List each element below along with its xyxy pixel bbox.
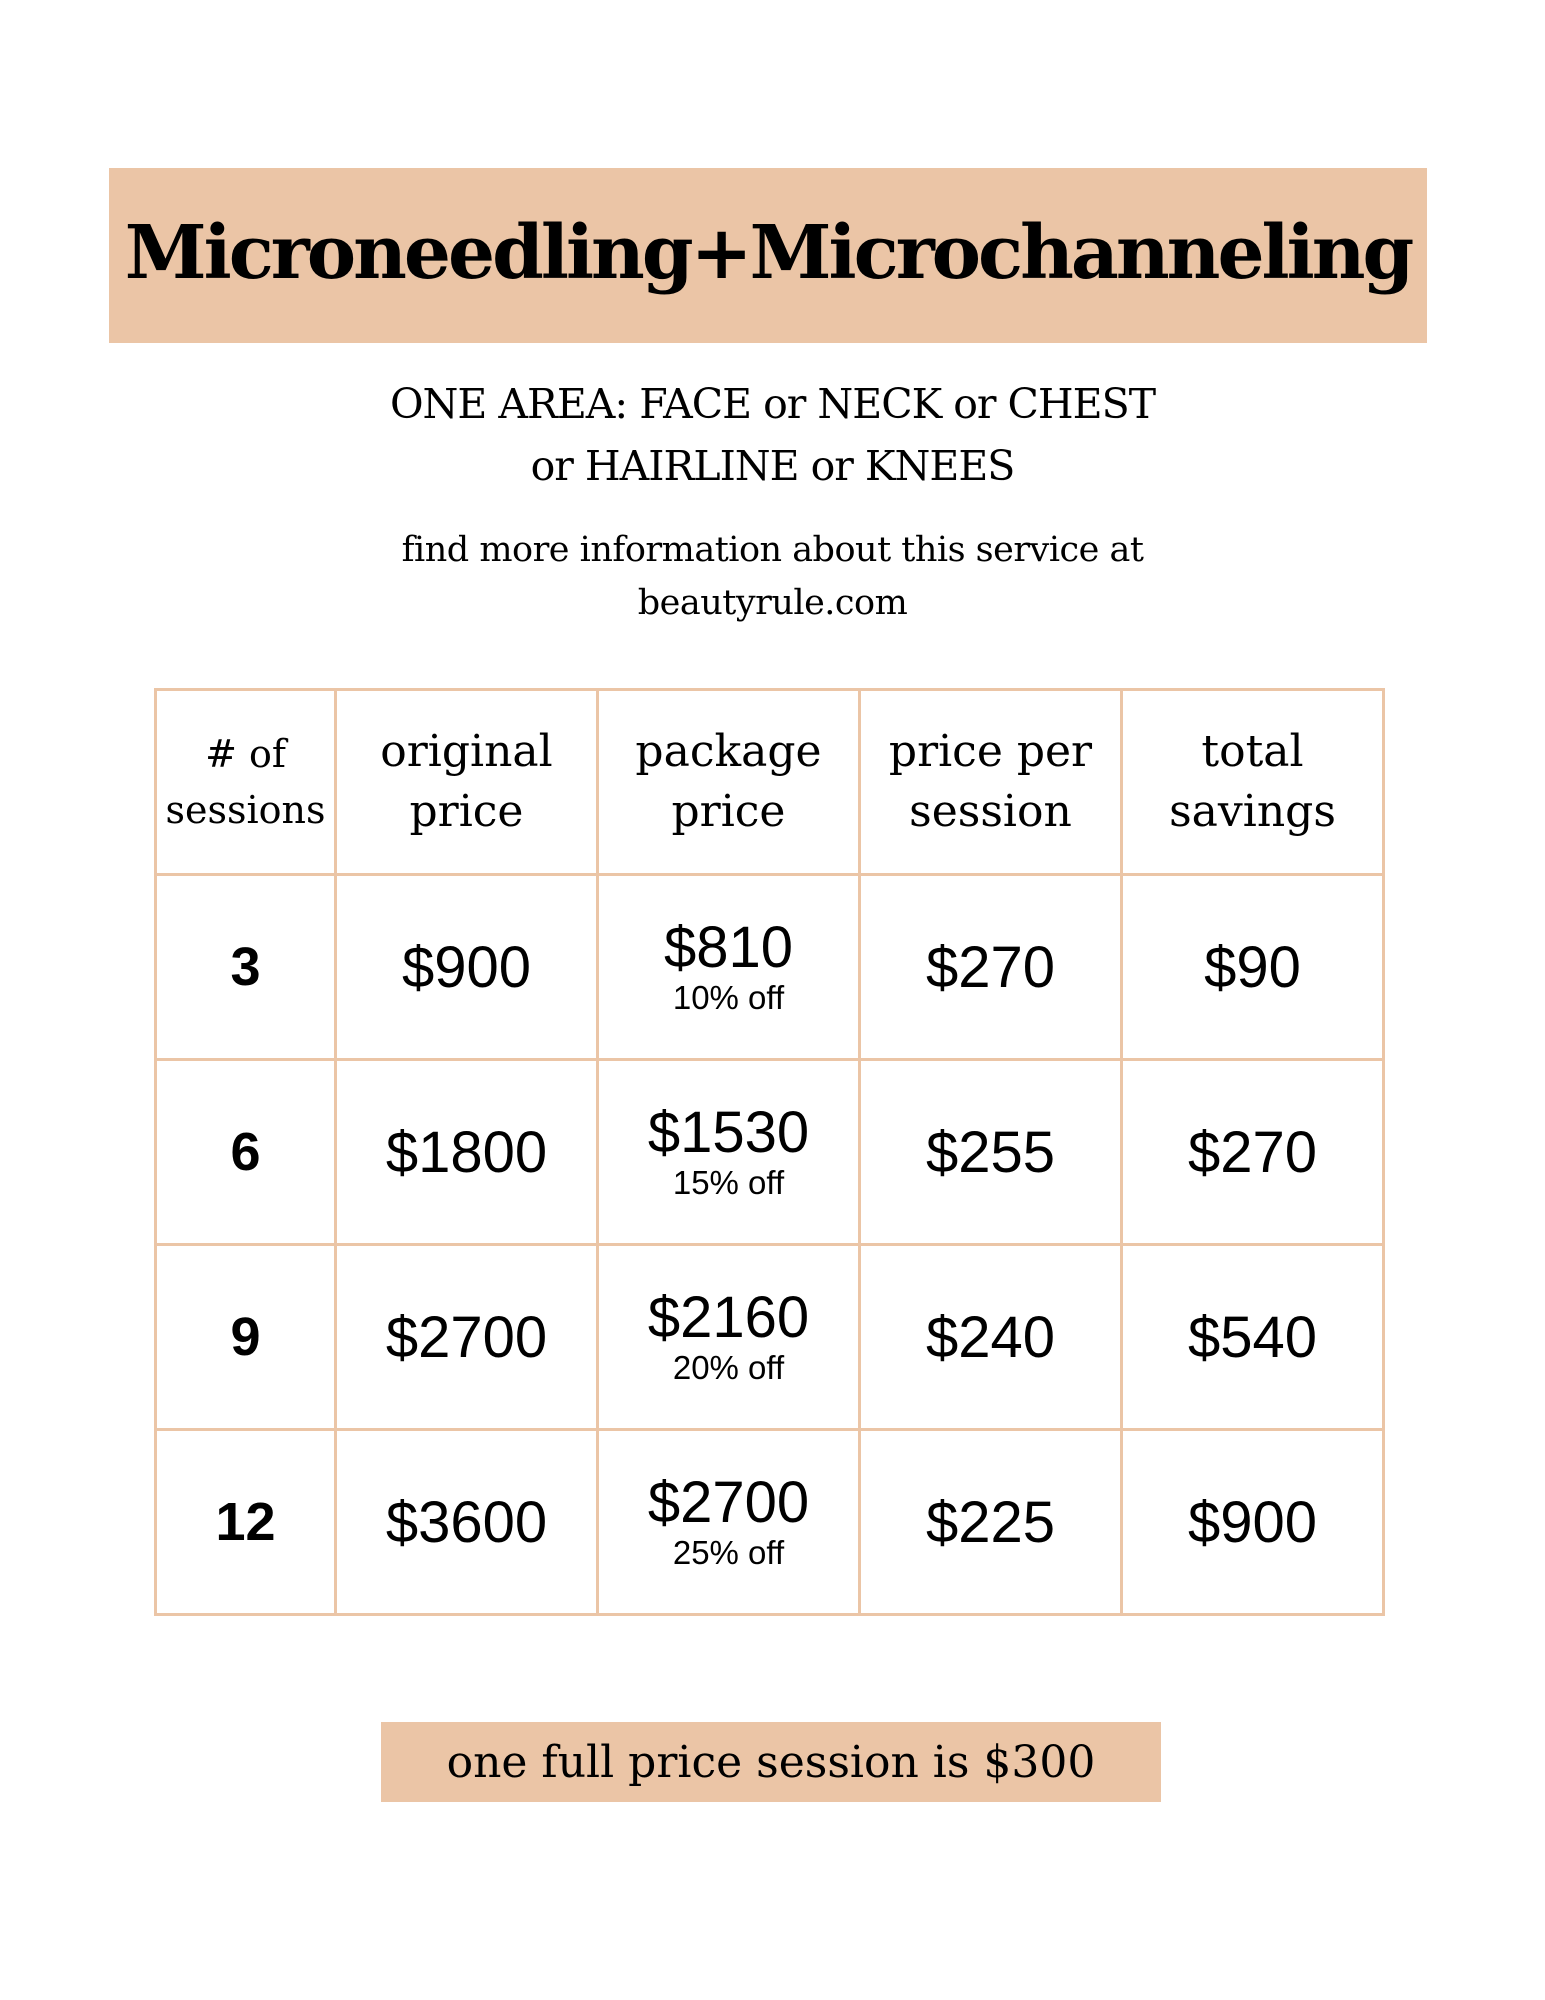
total-savings-cell: $540 bbox=[1122, 1245, 1384, 1430]
price-per-session-cell: $270 bbox=[860, 875, 1122, 1060]
area-line-1: ONE AREA: FACE or NECK or CHEST bbox=[389, 380, 1156, 428]
title-banner bbox=[109, 168, 1427, 343]
package-price-cell bbox=[598, 1245, 860, 1430]
package-price-value: $2160 bbox=[647, 1285, 810, 1350]
total-savings-cell: $270 bbox=[1122, 1060, 1384, 1245]
header-sessions-line1: # of bbox=[205, 732, 286, 776]
header-original-line1: original bbox=[380, 726, 553, 777]
sessions-cell: 9 bbox=[156, 1245, 336, 1430]
package-price-cell bbox=[598, 1060, 860, 1245]
header-original-price bbox=[336, 690, 598, 875]
discount-label: 25% off bbox=[672, 1534, 785, 1571]
table-header-row bbox=[156, 690, 1384, 875]
discount-label: 10% off bbox=[672, 979, 785, 1016]
table-row bbox=[156, 1430, 1384, 1615]
sessions-cell: 6 bbox=[156, 1060, 336, 1245]
price-per-session-cell: $240 bbox=[860, 1245, 1122, 1430]
package-price-cell bbox=[598, 1430, 860, 1615]
total-savings-cell: $900 bbox=[1122, 1430, 1384, 1615]
info-line: find more information about this service at bbox=[401, 530, 1144, 570]
package-price-cell bbox=[598, 875, 860, 1060]
discount-label: 20% off bbox=[672, 1349, 785, 1386]
sessions-cell: 12 bbox=[156, 1430, 336, 1615]
header-per-session-line2: session bbox=[909, 786, 1072, 837]
sessions-cell: 3 bbox=[156, 875, 336, 1060]
original-price-cell: $900 bbox=[336, 875, 598, 1060]
page-title: Microneedling+Microchanneling bbox=[124, 209, 1412, 296]
price-per-session-cell: $255 bbox=[860, 1060, 1122, 1245]
table-row bbox=[156, 1245, 1384, 1430]
header-savings-line1: total bbox=[1201, 726, 1304, 777]
header-package-line1: package bbox=[635, 726, 822, 777]
price-table bbox=[154, 688, 1385, 1616]
price-per-session-cell: $225 bbox=[860, 1430, 1122, 1615]
footer-note: one full price session is $300 bbox=[446, 1736, 1096, 1788]
header-per-session-line1: price per bbox=[888, 726, 1093, 777]
footer-banner bbox=[381, 1722, 1161, 1802]
header-package-line2: price bbox=[671, 786, 786, 837]
total-savings-cell: $90 bbox=[1122, 875, 1384, 1060]
discount-label: 15% off bbox=[672, 1164, 785, 1201]
header-total-savings bbox=[1122, 690, 1384, 875]
header-sessions bbox=[156, 690, 336, 875]
package-price-value: $2700 bbox=[647, 1470, 810, 1535]
header-package-price bbox=[598, 690, 860, 875]
original-price-cell: $3600 bbox=[336, 1430, 598, 1615]
table-row bbox=[156, 875, 1384, 1060]
header-savings-line2: savings bbox=[1169, 786, 1336, 837]
header-original-line2: price bbox=[409, 786, 524, 837]
website-text: beautyrule.com bbox=[637, 583, 908, 623]
original-price-cell: $2700 bbox=[336, 1245, 598, 1430]
package-price-value: $810 bbox=[663, 915, 794, 980]
table-row bbox=[156, 1060, 1384, 1245]
package-price-value: $1530 bbox=[647, 1100, 810, 1165]
header-price-per-session bbox=[860, 690, 1122, 875]
header-sessions-line2: sessions bbox=[165, 788, 326, 832]
area-line-2: or HAIRLINE or KNEES bbox=[530, 442, 1015, 490]
original-price-cell: $1800 bbox=[336, 1060, 598, 1245]
